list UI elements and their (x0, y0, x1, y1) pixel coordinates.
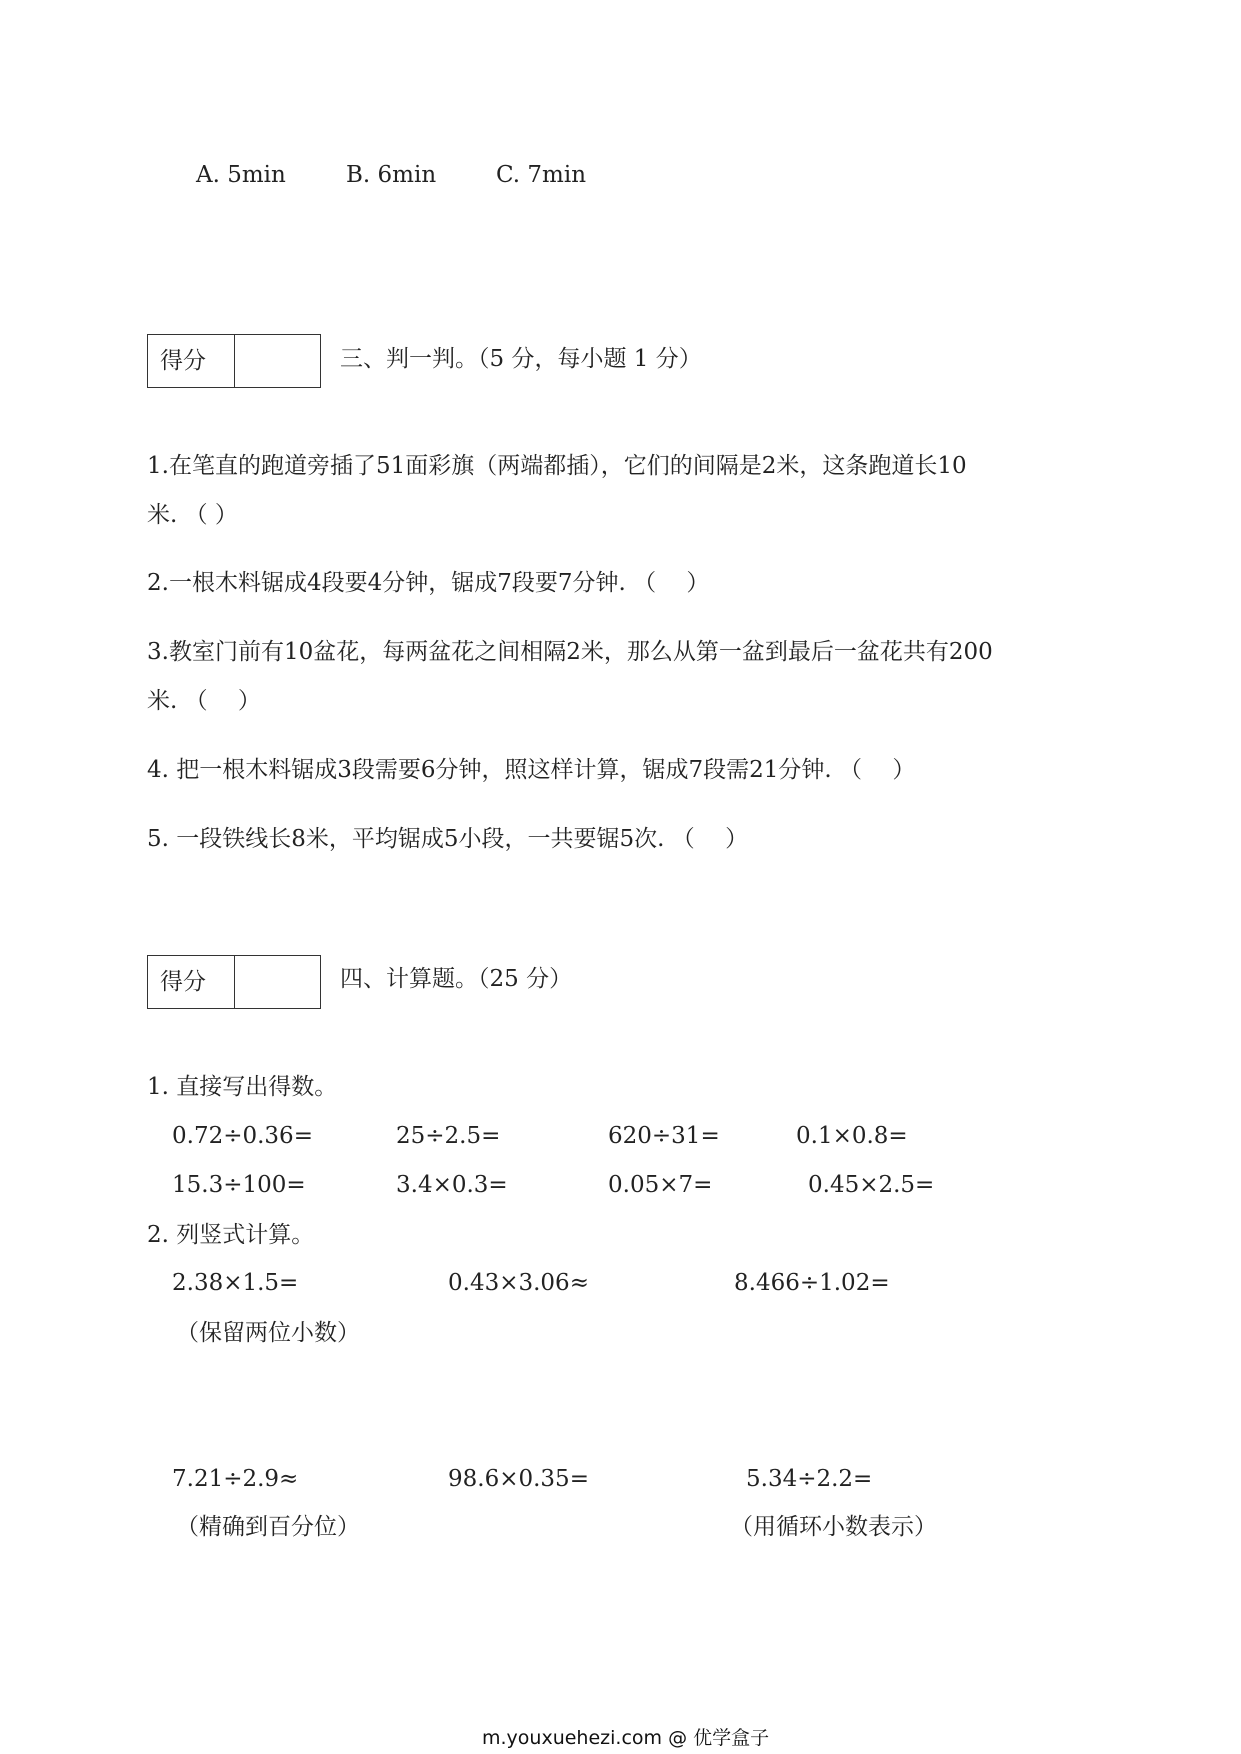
score-blank[interactable] (235, 956, 320, 1008)
vertical-calc-item: 2.38×1.5= (172, 1270, 299, 1296)
footer-watermark: m.youxuehezi.com @ 优学盒子 (482, 1727, 770, 1749)
section3-title: 三、判一判。（5 分，每小题 1 分） (340, 346, 702, 372)
vertical-calc-item: 98.6×0.35= (448, 1466, 589, 1492)
vertical-calc-note: （用循环小数表示） (730, 1514, 937, 1540)
vertical-calc-item: 5.34÷2.2= (746, 1466, 873, 1492)
vertical-calc-item: 7.21÷2.9≈ (172, 1466, 299, 1492)
section4-title: 四、计算题。（25 分） (340, 966, 573, 992)
vertical-calc-note: （精确到百分位） (176, 1514, 360, 1540)
section3-q3-line1: 3.教室门前有10盆花，每两盆花之间相隔2米，那么从第一盆到最后一盆花共有200 (147, 639, 993, 665)
vertical-calc-note: （保留两位小数） (176, 1320, 360, 1346)
section4-sub1: 1. 直接写出得数。 (147, 1074, 338, 1100)
section3-q5: 5. 一段铁线长8米，平均锯成5小段，一共要锯5次. （ ） (147, 826, 749, 852)
calc-item: 0.72÷0.36= (172, 1123, 313, 1149)
calc-item: 3.4×0.3= (396, 1172, 508, 1198)
section3-q1-line2: 米. （ ） (147, 502, 238, 528)
score-label: 得分 (148, 956, 235, 1008)
calc-item: 0.1×0.8= (796, 1123, 908, 1149)
calc-item: 25÷2.5= (396, 1123, 501, 1149)
calc-item: 620÷31= (608, 1123, 720, 1149)
score-blank[interactable] (235, 335, 320, 387)
option-c: C. 7min (496, 162, 587, 188)
option-a: A. 5min (196, 162, 286, 188)
score-box-section4 (147, 955, 321, 1009)
calc-item: 15.3÷100= (172, 1172, 306, 1198)
section3-q2: 2.一根木料锯成4段要4分钟，锯成7段要7分钟. （ ） (147, 570, 710, 596)
option-b: B. 6min (346, 162, 437, 188)
calc-item: 0.45×2.5= (808, 1172, 935, 1198)
score-box-section3 (147, 334, 321, 388)
section3-q1-line1: 1.在笔直的跑道旁插了51面彩旗（两端都插），它们的间隔是2米，这条跑道长10 (147, 453, 967, 479)
section3-q4: 4. 把一根木料锯成3段需要6分钟，照这样计算，锯成7段需21分钟. （ ） (147, 757, 916, 783)
section3-q3-line2: 米. （ ） (147, 688, 261, 714)
calc-item: 0.05×7= (608, 1172, 713, 1198)
score-label: 得分 (148, 335, 235, 387)
vertical-calc-item: 8.466÷1.02= (734, 1270, 890, 1296)
section4-sub2: 2. 列竖式计算。 (147, 1222, 315, 1248)
vertical-calc-item: 0.43×3.06≈ (448, 1270, 589, 1296)
